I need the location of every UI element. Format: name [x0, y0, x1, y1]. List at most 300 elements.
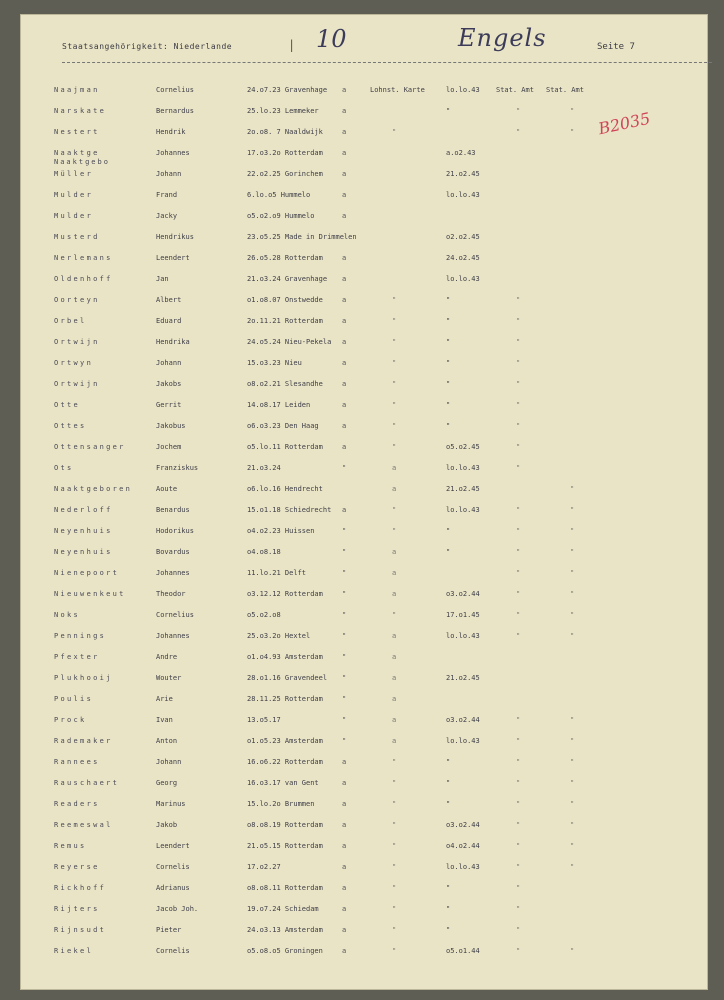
table-row: [0, 674, 724, 688]
mark-cell: a: [342, 191, 347, 199]
ditto-cell: ": [392, 296, 397, 304]
birth-cell: o6.lo.16 Hendrecht: [247, 485, 323, 493]
firstname-cell: Hodorikus: [156, 527, 194, 535]
ditto-cell: a: [392, 674, 397, 682]
ditto-cell: ": [392, 842, 397, 850]
surname-cell: Müller: [54, 170, 94, 178]
table-row: [0, 716, 724, 730]
table-row: [0, 779, 724, 793]
table-row: [0, 233, 724, 247]
ditto-cell: ": [570, 632, 575, 640]
mark-cell: a: [342, 170, 347, 178]
date2-cell: 21.o2.45: [446, 674, 480, 682]
red-stamp: B2035: [596, 108, 652, 139]
ditto-cell: ": [516, 527, 521, 535]
firstname-cell: Johann: [156, 170, 182, 178]
ditto-cell: ": [516, 317, 521, 325]
ditto-cell: ": [392, 779, 397, 787]
date2-cell: ": [446, 905, 451, 913]
date2-cell: o5.o1.44: [446, 947, 480, 955]
ditto-cell: ": [392, 800, 397, 808]
table-row: [0, 548, 724, 562]
ditto-cell: ": [392, 863, 397, 871]
surname-cell: Nienepoort: [54, 569, 120, 577]
ditto-cell: ": [392, 947, 397, 955]
mark-cell: ": [342, 548, 347, 556]
table-row: [0, 338, 724, 352]
mark-cell: a: [342, 338, 347, 346]
birth-cell: o4.o2.23 Huissen: [247, 527, 315, 535]
table-row: [0, 107, 724, 121]
table-row: [0, 653, 724, 667]
ditto-cell: ": [392, 926, 397, 934]
ditto-cell: ": [516, 548, 521, 556]
date2-cell: 21.o2.45: [446, 170, 480, 178]
mark-cell: a: [342, 863, 347, 871]
ditto-cell: a: [392, 464, 397, 472]
date2-cell: lo.lo.43: [446, 191, 480, 199]
table-row: [0, 632, 724, 646]
birth-cell: 14.o8.17 Leiden: [247, 401, 311, 409]
surname-cell: Poulis: [54, 695, 94, 703]
firstname-cell: Ivan: [156, 716, 173, 724]
ditto-cell: ": [570, 611, 575, 619]
birth-cell: 24.o3.13 Amsterdam: [247, 926, 323, 934]
mark-cell: a: [342, 317, 347, 325]
date2-cell: 21.o2.45: [446, 485, 480, 493]
date2-cell: ": [446, 359, 451, 367]
mark-cell: ": [342, 590, 347, 598]
birth-cell: 25.lo.23 Lemmeker: [247, 107, 319, 115]
date2-cell: ": [446, 548, 451, 556]
firstname-cell: Cornelis: [156, 863, 190, 871]
top-row-col-b: Stat. Amt: [496, 86, 534, 94]
top-row-col-a: Lohnst. Karte: [370, 86, 425, 94]
birth-cell: o8.o8.19 Rotterdam: [247, 821, 323, 829]
table-row: [0, 464, 724, 478]
ditto-cell: ": [570, 128, 575, 136]
date2-cell: lo.lo.43: [446, 863, 480, 871]
ditto-cell: ": [516, 821, 521, 829]
surname-cell: Nederloff: [54, 506, 113, 514]
ditto-cell: ": [570, 506, 575, 514]
ditto-cell: a: [392, 548, 397, 556]
mark-cell: a: [342, 212, 347, 220]
date2-cell: a.o2.43: [446, 149, 476, 157]
date2-cell: ": [446, 926, 451, 934]
page-number: Seite 7: [597, 42, 635, 52]
date2-cell: ": [446, 317, 451, 325]
table-row: [0, 191, 724, 205]
surname-cell: Ortwijn: [54, 338, 100, 346]
birth-cell: 15.o3.23 Nieu: [247, 359, 302, 367]
header-divider: [62, 62, 712, 63]
handwritten-number: 10: [316, 25, 347, 53]
firstname-cell: Hendrikus: [156, 233, 194, 241]
surname-cell: Rickhoff: [54, 884, 107, 892]
firstname-cell: Leendert: [156, 254, 190, 262]
mark-cell: a: [342, 947, 347, 955]
firstname-cell: Johannes: [156, 632, 190, 640]
mark-cell: a: [342, 779, 347, 787]
birth-cell: 28.o1.16 Gravendeel: [247, 674, 328, 682]
table-row: [0, 737, 724, 751]
mark-cell: a: [342, 380, 347, 388]
birth-cell: 22.o2.25 Gorinchem: [247, 170, 323, 178]
ditto-cell: ": [516, 800, 521, 808]
ditto-cell: ": [392, 317, 397, 325]
ditto-cell: a: [392, 695, 397, 703]
birth-cell: 2o.o8. 7 Naaldwijk: [247, 128, 323, 136]
ditto-cell: ": [570, 758, 575, 766]
ditto-cell: ": [392, 401, 397, 409]
surname-cell: Pennings: [54, 632, 107, 640]
table-row: [0, 611, 724, 625]
firstname-cell: Theodor: [156, 590, 186, 598]
birth-cell: o8.o2.21 Slesandhe: [247, 380, 323, 388]
ditto-cell: ": [516, 905, 521, 913]
ditto-cell: a: [392, 737, 397, 745]
ditto-cell: ": [392, 884, 397, 892]
ditto-cell: ": [570, 779, 575, 787]
ditto-cell: ": [570, 590, 575, 598]
table-row: [0, 422, 724, 436]
table-row: [0, 758, 724, 772]
table-row: [0, 254, 724, 268]
table-row: [0, 380, 724, 394]
ditto-cell: ": [516, 632, 521, 640]
ditto-cell: ": [516, 779, 521, 787]
firstname-cell: Leendert: [156, 842, 190, 850]
firstname-cell: Albert: [156, 296, 182, 304]
ditto-cell: ": [516, 107, 521, 115]
date2-cell: o3.o2.44: [446, 821, 480, 829]
surname-cell: Mulder: [54, 191, 94, 199]
surname-cell: Oldenhoff: [54, 275, 113, 283]
surname-cell: Pfexter: [54, 653, 100, 661]
firstname-cell: Wouter: [156, 674, 182, 682]
ditto-cell: ": [516, 464, 521, 472]
table-row: [0, 443, 724, 457]
ditto-cell: ": [392, 128, 397, 136]
mark-cell: ": [342, 695, 347, 703]
birth-cell: 24.o7.23 Gravenhage: [247, 86, 328, 94]
birth-cell: o1.o5.23 Amsterdam: [247, 737, 323, 745]
mark-cell: a: [342, 905, 347, 913]
firstname-cell: Adrianus: [156, 884, 190, 892]
birth-cell: 21.o3.24: [247, 464, 281, 472]
date2-cell: ": [446, 338, 451, 346]
surname-cell: Plukhooij: [54, 674, 113, 682]
firstname-cell: Georg: [156, 779, 178, 787]
birth-cell: o6.o3.23 Den Haag: [247, 422, 319, 430]
date2-cell: ": [446, 779, 451, 787]
firstname-cell: Eduard: [156, 317, 182, 325]
surname-cell: Ortwijn: [54, 380, 100, 388]
date2-cell: o4.o2.44: [446, 842, 480, 850]
surname-cell: Nestert: [54, 128, 100, 136]
mark-cell: a: [342, 107, 347, 115]
ditto-cell: a: [392, 716, 397, 724]
date2-cell: ": [446, 758, 451, 766]
birth-cell: 28.11.25 Rotterdam: [247, 695, 323, 703]
surname-cell: Orbel: [54, 317, 87, 325]
firstname-cell: Aoute: [156, 485, 178, 493]
surname-cell: Riekel: [54, 947, 94, 955]
table-row: [0, 170, 724, 184]
birth-cell: 15.lo.2o Brummen: [247, 800, 315, 808]
table-row: [0, 569, 724, 583]
ditto-cell: ": [392, 338, 397, 346]
mark-cell: a: [342, 401, 347, 409]
surname-cell: Neyenhuis: [54, 527, 113, 535]
ditto-cell: a: [392, 653, 397, 661]
ditto-cell: ": [392, 821, 397, 829]
date2-cell: o3.o2.44: [446, 716, 480, 724]
firstname-cell: Benardus: [156, 506, 190, 514]
surname-cell: Musterd: [54, 233, 100, 241]
table-row: [0, 485, 724, 499]
birth-cell: 15.o1.18 Schiedrecht: [247, 506, 332, 514]
mark-cell: ": [342, 527, 347, 535]
ditto-cell: ": [516, 926, 521, 934]
table-row: [0, 296, 724, 310]
table-row: [0, 695, 724, 709]
firstname-cell: Cornelius: [156, 611, 194, 619]
birth-cell: 21.o3.24 Gravenhage: [247, 275, 328, 283]
date2-cell: o3.o2.44: [446, 590, 480, 598]
ditto-cell: ": [570, 863, 575, 871]
table-row: [0, 86, 724, 100]
surname-cell: Reyerse: [54, 863, 100, 871]
mark-cell: a: [342, 296, 347, 304]
table-row: [0, 905, 724, 919]
birth-cell: o5.o2.o8: [247, 611, 281, 619]
ditto-cell: ": [516, 737, 521, 745]
birth-cell: 17.o2.27: [247, 863, 281, 871]
date2-cell: 17.o1.45: [446, 611, 480, 619]
mark-cell: ": [342, 674, 347, 682]
ditto-cell: ": [392, 422, 397, 430]
mark-cell: ": [342, 737, 347, 745]
ditto-cell: ": [392, 527, 397, 535]
birth-cell: 17.o3.2o Rotterdam: [247, 149, 323, 157]
table-row: [0, 590, 724, 604]
mark-cell: a: [342, 506, 347, 514]
firstname-cell: Anton: [156, 737, 178, 745]
mark-cell: a: [342, 842, 347, 850]
firstname-cell: Jakobs: [156, 380, 182, 388]
surname-cell: Narskate: [54, 107, 107, 115]
mark-cell: a: [342, 128, 347, 136]
ditto-cell: ": [570, 485, 575, 493]
ditto-cell: ": [516, 128, 521, 136]
firstname-cell: Jakob: [156, 821, 178, 829]
birth-cell: 21.o5.15 Rotterdam: [247, 842, 323, 850]
firstname-cell: Cornelius: [156, 86, 194, 94]
ditto-cell: ": [516, 884, 521, 892]
ditto-cell: ": [392, 758, 397, 766]
birth-cell: 11.lo.21 Delft: [247, 569, 307, 577]
birth-cell: o3.12.12 Rotterdam: [247, 590, 323, 598]
ditto-cell: ": [570, 947, 575, 955]
date2-cell: lo.lo.43: [446, 632, 480, 640]
surname-cell: Prock: [54, 716, 87, 724]
firstname-cell: Jakobus: [156, 422, 186, 430]
ditto-cell: ": [516, 359, 521, 367]
birth-cell: 6.lo.o5 Hummelo: [247, 191, 311, 199]
surname-cell: Noks: [54, 611, 81, 619]
firstname-cell: Marinus: [156, 800, 186, 808]
table-row: [0, 947, 724, 961]
ditto-cell: a: [392, 632, 397, 640]
ditto-cell: ": [570, 800, 575, 808]
ditto-cell: ": [570, 548, 575, 556]
date2-cell: o5.o2.45: [446, 443, 480, 451]
birth-cell: 24.o5.24 Nieu-Pekela: [247, 338, 332, 346]
surname-cell: Rijters: [54, 905, 100, 913]
ditto-cell: ": [392, 443, 397, 451]
birth-cell: 19.o7.24 Schiedam: [247, 905, 319, 913]
surname-cell: Mulder: [54, 212, 94, 220]
firstname-cell: Bernardus: [156, 107, 194, 115]
firstname-cell: Pieter: [156, 926, 182, 934]
birth-cell: 23.o5.25 Made in Drimmelen: [247, 233, 357, 241]
ditto-cell: ": [516, 758, 521, 766]
date2-cell: 24.o2.45: [446, 254, 480, 262]
surname-cell: Naaktgeboren: [54, 485, 133, 493]
ditto-cell: ": [570, 527, 575, 535]
mark-cell: ": [342, 464, 347, 472]
firstname-cell: Hendrik: [156, 128, 186, 136]
firstname-cell: Jochem: [156, 443, 182, 451]
ditto-cell: ": [570, 716, 575, 724]
surname-cell: Rannees: [54, 758, 100, 766]
firstname-cell: Johann: [156, 359, 182, 367]
surname-cell: Naaktge: [54, 149, 100, 157]
firstname-cell: Gerrit: [156, 401, 182, 409]
birth-cell: 26.o5.28 Rotterdam: [247, 254, 323, 262]
date2-cell: lo.lo.43: [446, 737, 480, 745]
ditto-cell: ": [516, 422, 521, 430]
ditto-cell: ": [570, 821, 575, 829]
ditto-cell: a: [392, 485, 397, 493]
date2-cell: lo.lo.43: [446, 506, 480, 514]
surname-cell: Remus: [54, 842, 87, 850]
mark-cell: a: [342, 275, 347, 283]
surname-cell: Oorteyn: [54, 296, 100, 304]
mark-cell: a: [342, 149, 347, 157]
header-separator: |: [288, 38, 296, 52]
surname-cell: Nieuwenkeut: [54, 590, 126, 598]
ditto-cell: ": [516, 947, 521, 955]
surname-cell: Ots: [54, 464, 74, 472]
birth-cell: 25.o3.2o Hextel: [247, 632, 311, 640]
birth-cell: o1.o8.07 Onstwedde: [247, 296, 323, 304]
date2-cell: o2.o2.45: [446, 233, 480, 241]
table-row: [0, 527, 724, 541]
ditto-cell: ": [392, 506, 397, 514]
surname-cell: Nerlemans: [54, 254, 113, 262]
firstname-cell: Cornelis: [156, 947, 190, 955]
birth-cell: 13.o5.17: [247, 716, 281, 724]
table-row: [0, 128, 724, 142]
table-row: [0, 506, 724, 520]
firstname-cell: Bovardus: [156, 548, 190, 556]
handwritten-annotation: Engels: [458, 24, 547, 52]
ditto-cell: ": [570, 569, 575, 577]
mark-cell: a: [342, 359, 347, 367]
ditto-cell: ": [516, 401, 521, 409]
date2-cell: ": [446, 800, 451, 808]
firstname-cell: Jan: [156, 275, 169, 283]
ditto-cell: ": [516, 863, 521, 871]
date2-cell: lo.lo.43: [446, 464, 480, 472]
surname-cell: Ottes: [54, 422, 87, 430]
overtyped-name: Naaktgebo: [54, 158, 110, 166]
ditto-cell: ": [516, 380, 521, 388]
surname-cell: Rauschaert: [54, 779, 120, 787]
mark-cell: a: [342, 443, 347, 451]
ditto-cell: ": [516, 569, 521, 577]
mark-cell: ": [342, 653, 347, 661]
firstname-cell: Jacky: [156, 212, 178, 220]
mark-cell: a: [342, 422, 347, 430]
ditto-cell: ": [516, 338, 521, 346]
firstname-cell: Johannes: [156, 569, 190, 577]
firstname-cell: Arie: [156, 695, 173, 703]
table-row: [0, 275, 724, 289]
top-row-col-c: Stat. Amt: [546, 86, 584, 94]
ditto-cell: ": [516, 716, 521, 724]
firstname-cell: Johannes: [156, 149, 190, 157]
ditto-cell: ": [516, 506, 521, 514]
birth-cell: o5.lo.11 Rotterdam: [247, 443, 323, 451]
mark-cell: ": [342, 632, 347, 640]
mark-cell: a: [342, 758, 347, 766]
table-row: [0, 401, 724, 415]
mark-cell: a: [342, 86, 347, 94]
table-row: [0, 926, 724, 940]
ditto-cell: ": [516, 296, 521, 304]
table-row: [0, 359, 724, 373]
date2-cell: ": [446, 527, 451, 535]
ditto-cell: ": [570, 842, 575, 850]
surname-cell: Readers: [54, 800, 100, 808]
birth-cell: o5.o2.o9 Hummelo: [247, 212, 315, 220]
date2-cell: ": [446, 422, 451, 430]
ditto-cell: ": [392, 380, 397, 388]
mark-cell: a: [342, 884, 347, 892]
table-row: [0, 842, 724, 856]
ditto-cell: ": [570, 737, 575, 745]
birth-cell: o8.o8.11 Rotterdam: [247, 884, 323, 892]
date2-cell: ": [446, 380, 451, 388]
date2-cell: ": [446, 401, 451, 409]
mark-cell: ": [342, 716, 347, 724]
surname-cell: Naajman: [54, 86, 100, 94]
ditto-cell: ": [516, 443, 521, 451]
ditto-cell: ": [516, 611, 521, 619]
surname-cell: Rijnsudt: [54, 926, 107, 934]
firstname-cell: Franziskus: [156, 464, 199, 472]
ditto-cell: ": [516, 590, 521, 598]
ditto-cell: ": [392, 905, 397, 913]
date2-cell: ": [446, 296, 451, 304]
ditto-cell: a: [392, 569, 397, 577]
surname-cell: Neyenhuis: [54, 548, 113, 556]
ditto-cell: ": [392, 359, 397, 367]
